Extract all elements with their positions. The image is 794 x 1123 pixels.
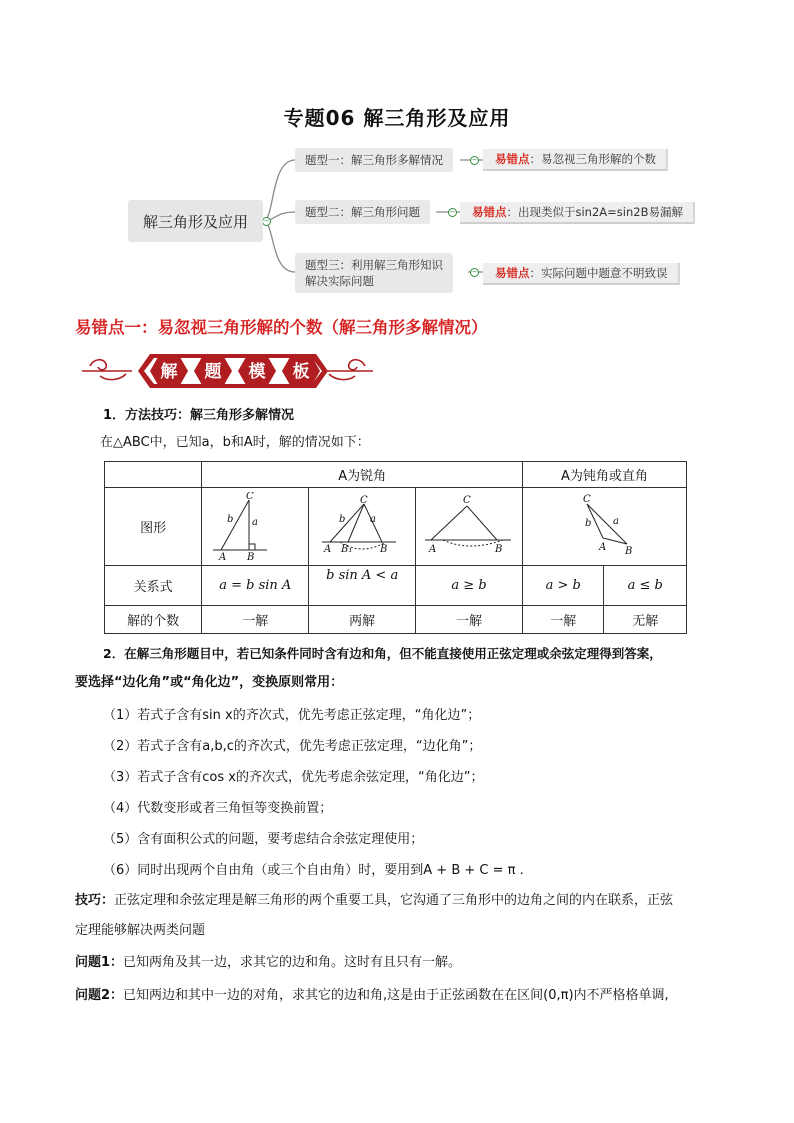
tips-line2: 定理能够解决两类问题	[75, 923, 206, 938]
mindmap-root: 解三角形及应用	[128, 200, 263, 242]
page-title: 专题06 解三角形及应用	[283, 106, 511, 130]
label-C: C	[246, 491, 254, 502]
mindmap-branch-3	[295, 253, 453, 293]
label-a: a	[370, 513, 377, 525]
collapse-icon[interactable]: −	[471, 156, 478, 164]
tips-text: 正弦定理和余弦定理是解三角形的两个重要工具，它沟通了三角形中的边角之间的内在联系，正弦	[114, 893, 674, 908]
label-B: B	[495, 543, 503, 555]
count-cell: 一解	[522, 606, 603, 634]
branch-line-2: 解决实际问题	[305, 274, 374, 288]
relation-cell: a ≤ b	[604, 566, 687, 606]
label-A: A	[429, 543, 437, 555]
mindmap-tip-1	[483, 149, 668, 171]
table-corner	[105, 462, 202, 488]
relation-cell: a > b	[522, 566, 603, 606]
relation-cell: a ≥ b	[416, 566, 523, 606]
label-b: b	[339, 513, 346, 525]
head-acute: A为锐角	[202, 462, 523, 488]
row-label-relation: 关系式	[105, 566, 202, 606]
mindmap-tip-2	[460, 202, 695, 224]
label-C: C	[360, 494, 368, 506]
question-2-text: 已知两边和其中一边的对角，求其它的边和角,这是由于正弦函数在在区间(0,π)内不严格格单调,	[123, 988, 669, 1003]
point2-line1: 2．在解三角形题目中，若已知条件同时含有边和角，但不能直接使用正弦定理或余弦定理得到答案，	[103, 646, 662, 661]
tips-label: 技巧：	[75, 893, 115, 908]
rule-1: （1）若式子含有sin x的齐次式，优先考虑正弦定理，“角化边”；	[103, 708, 481, 723]
solution-template-banner	[80, 348, 375, 394]
collapse-icon[interactable]: −	[449, 208, 456, 216]
banner-char: 题	[204, 362, 222, 382]
relation-cell: a = b sin A	[202, 566, 309, 606]
tip-label: 易错点	[495, 152, 530, 166]
solution-cases-table	[104, 461, 687, 634]
label-C: C	[582, 493, 591, 505]
question-2	[75, 986, 669, 1006]
tip-text: ：易忽视三角形解的个数	[529, 152, 656, 166]
section-heading: 易错点一：易忽视三角形解的个数（解三角形多解情况）	[75, 318, 488, 337]
figure-two-solutions	[309, 488, 416, 566]
point1-title: 1．方法技巧：解三角形多解情况	[103, 408, 295, 423]
tips-line1	[75, 891, 673, 911]
tip-label: 易错点	[495, 266, 530, 280]
row-label-figure: 图形	[105, 488, 202, 566]
count-cell: 一解	[416, 606, 523, 634]
label-A: A	[324, 543, 332, 555]
label-B: B	[624, 545, 633, 557]
point1-intro: 在△ABC中，已知a，b和A时，解的情况如下：	[100, 435, 370, 450]
count-cell: 一解	[202, 606, 309, 634]
label-B1: B₁	[341, 543, 353, 555]
mindmap-tip-3	[483, 263, 680, 285]
label-B: B	[247, 551, 255, 562]
banner-char: 模	[248, 362, 266, 382]
banner-char: 解	[160, 362, 178, 382]
label-a: a	[612, 515, 619, 527]
count-cell: 两解	[309, 606, 416, 634]
relation-cell: b sin A < a	[309, 566, 416, 606]
rule-6: （6）同时出现两个自由角（或三个自由角）时，要用到A + B + C = π .	[103, 863, 524, 878]
mindmap-branch-2: 题型二：解三角形问题	[295, 200, 430, 224]
collapse-icon[interactable]: −	[471, 268, 478, 276]
rule-5: （5）含有面积公式的问题，要考虑结合余弦定理使用；	[103, 832, 424, 847]
count-cell: 无解	[604, 606, 687, 634]
figure-right-triangle	[202, 488, 309, 566]
question-1-label: 问题1：	[75, 955, 124, 970]
label-A: A	[219, 551, 227, 562]
row-label-count: 解的个数	[105, 606, 202, 634]
question-1	[75, 953, 461, 973]
tip-text: ：实际问题中题意不明致误	[529, 266, 668, 280]
label-A: A	[598, 541, 607, 553]
banner-char: 板	[292, 362, 310, 382]
label-b: b	[227, 513, 234, 525]
label-C: C	[463, 494, 471, 506]
figure-obtuse	[522, 488, 686, 566]
label-B: B	[380, 543, 388, 555]
figure-one-solution	[416, 488, 523, 566]
tip-text: ：出现类似于sin2A=sin2B易漏解	[506, 205, 683, 219]
head-obtuse: A为钝角或直角	[522, 462, 686, 488]
rule-3: （3）若式子含有cos x的齐次式，优先考虑余弦定理，“角化边”；	[103, 770, 484, 785]
mindmap-branch-1: 题型一：解三角形多解情况	[295, 148, 453, 172]
rule-4: （4）代数变形或者三角恒等变换前置；	[103, 801, 333, 816]
collapse-icon[interactable]: −	[263, 217, 270, 225]
point2-line2: 要选择“边化角”或“角化边”，变换原则常用：	[75, 675, 344, 690]
branch-line-1: 题型三：利用解三角形知识	[305, 258, 443, 272]
tip-label: 易错点	[472, 205, 507, 219]
rule-2: （2）若式子含有a,b,c的齐次式，优先考虑正弦定理，“边化角”；	[103, 739, 482, 754]
label-b: b	[584, 517, 592, 529]
question-1-text: 已知两角及其一边，求其它的边和角。这时有且只有一解。	[123, 955, 462, 970]
question-2-label: 问题2：	[75, 988, 124, 1003]
label-a: a	[252, 516, 259, 528]
